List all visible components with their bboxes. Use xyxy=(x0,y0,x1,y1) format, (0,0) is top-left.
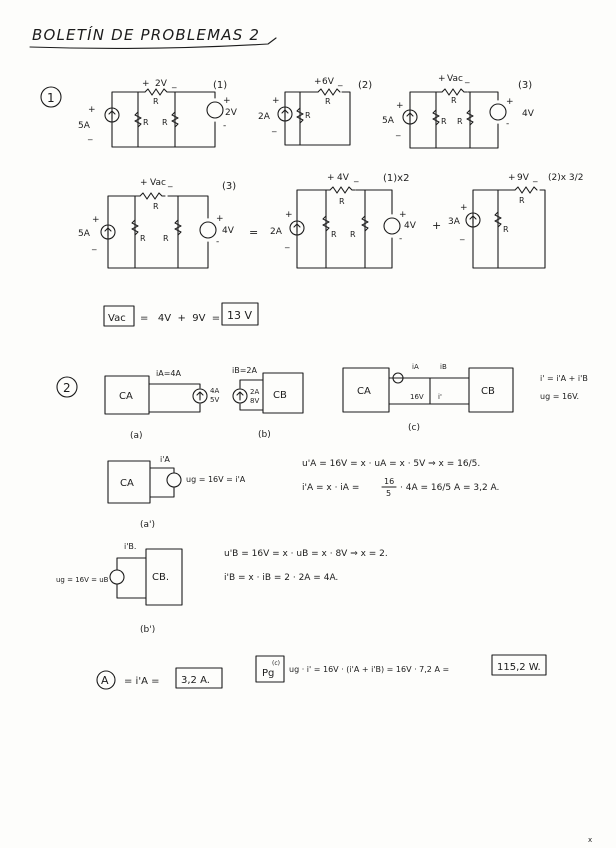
resistor-label: R xyxy=(153,202,159,211)
svg-text:+: + xyxy=(314,77,322,87)
ib-label: iB xyxy=(440,363,447,371)
answer-letter: A xyxy=(101,674,109,687)
diagram-label: (a) xyxy=(130,431,143,441)
resistor-label: R xyxy=(451,96,457,105)
svg-text:+: + xyxy=(460,203,468,213)
current-label: i'B. xyxy=(124,542,137,551)
voltage-source-label: 4V xyxy=(522,109,534,119)
diagram-a xyxy=(105,369,219,441)
source-voltage: 16V xyxy=(410,393,424,401)
vac-label: Vac xyxy=(108,313,126,324)
current-prime: i' xyxy=(438,393,442,401)
circuit-label: (3) xyxy=(222,181,237,192)
diagram-b xyxy=(232,366,303,440)
voltage-source-label: 4V xyxy=(404,221,416,231)
box-label: CA xyxy=(120,478,134,489)
svg-text:+: + xyxy=(88,105,96,115)
problem-1-result xyxy=(104,303,258,326)
svg-text:-: - xyxy=(216,237,220,247)
current-source-label: 5A xyxy=(78,121,90,131)
problem-2 xyxy=(56,363,588,689)
answer-value: 3,2 A. xyxy=(181,675,210,686)
resistor-label: R xyxy=(441,117,447,126)
svg-text:+: + xyxy=(506,97,514,107)
svg-text:+: + xyxy=(399,210,407,220)
equation-a-prime-2: i'A = x · iA = xyxy=(302,483,360,493)
svg-text:_: _ xyxy=(168,178,173,188)
current-label: iB=2A xyxy=(232,366,257,375)
series-resistor xyxy=(140,193,165,199)
series-voltage-label: 4V xyxy=(337,173,349,183)
svg-text:+: + xyxy=(216,214,224,224)
svg-text:_: _ xyxy=(272,123,277,133)
power-equation: ug · i' = 16V · (i'A + i'B) = 16V · 7,2 A = xyxy=(289,665,450,674)
box-label: CB. xyxy=(152,572,170,583)
voltage-source-icon xyxy=(490,104,506,120)
voltage-note: ug = 16V. xyxy=(540,392,580,401)
svg-text:+: + xyxy=(327,173,335,183)
equation-a-prime-1: u'A = 16V = x · uA = x · 5V ⇒ x = 16/5. xyxy=(302,459,481,469)
svg-text:-: - xyxy=(506,119,510,129)
series-resistor xyxy=(145,89,170,95)
equation-b-prime-1: u'B = 16V = x · uB = x · 8V ⇒ x = 2. xyxy=(224,549,388,559)
circuit-label: (1)x2 xyxy=(383,173,410,184)
voltage-source-icon xyxy=(167,473,181,487)
source-current: 2A xyxy=(250,388,260,396)
source-label: ug = 16V = uB xyxy=(56,576,109,584)
series-voltage-label: 6V xyxy=(322,77,334,87)
svg-text:_: _ xyxy=(338,77,343,87)
svg-text:_: _ xyxy=(465,74,470,84)
diagram-b-prime xyxy=(56,542,388,635)
svg-text:+: + xyxy=(142,79,150,89)
source-voltage: 8V xyxy=(250,397,260,405)
problem-1 xyxy=(41,74,583,326)
svg-text:+: + xyxy=(438,74,446,84)
resistor-label: R xyxy=(325,97,331,106)
resistor-label: R xyxy=(331,230,337,239)
voltage-source-icon xyxy=(200,222,216,238)
resistor-label: R xyxy=(503,225,509,234)
series-voltage-label: 2V xyxy=(155,79,167,89)
voltage-source-icon xyxy=(110,570,124,584)
voltage-source-label: 2V xyxy=(225,108,237,118)
series-voltage-label: 9V xyxy=(517,173,529,183)
result-equation: = 4V + 9V = xyxy=(140,313,221,324)
svg-text:+: + xyxy=(396,101,404,111)
fraction-numerator: 16 xyxy=(384,477,395,486)
svg-text:+: + xyxy=(223,96,231,106)
problem-2-answers xyxy=(97,655,546,689)
svg-text:_: _ xyxy=(396,127,401,137)
svg-text:+: + xyxy=(272,96,280,106)
voltage-source-icon xyxy=(384,218,400,234)
diagram-label: (c) xyxy=(408,423,420,433)
voltage-source-label: 4V xyxy=(222,226,234,236)
resistor-label: R xyxy=(339,197,345,206)
svg-text:_: _ xyxy=(172,79,177,89)
resistor-label: R xyxy=(162,118,168,127)
svg-text:_: _ xyxy=(460,231,465,241)
svg-text:+: + xyxy=(508,173,516,183)
superposition-row xyxy=(78,173,583,268)
circuit-label: (3) xyxy=(518,80,533,91)
svg-text:+: + xyxy=(140,178,148,188)
result-answer: 13 V xyxy=(227,309,253,322)
fraction-denominator: 5 xyxy=(386,489,392,498)
svg-text:_: _ xyxy=(533,173,538,183)
resistor-label: R xyxy=(143,118,149,127)
power-lhs: Pg xyxy=(262,668,275,679)
current-label: i'A xyxy=(160,455,170,464)
source-voltage: 5V xyxy=(210,396,220,404)
page-title: BOLETÍN DE PROBLEMAS 2 xyxy=(32,26,261,44)
current-sum-note: i' = i'A + i'B xyxy=(540,374,588,383)
circuit-label: (1) xyxy=(213,80,228,91)
source-current: 4A xyxy=(210,387,220,395)
svg-text:_: _ xyxy=(92,241,97,251)
svg-text:-: - xyxy=(223,121,227,131)
diagram-label: (b') xyxy=(140,625,156,635)
svg-text:_: _ xyxy=(88,131,93,141)
circuit-label: (2)x 3/2 xyxy=(548,173,584,183)
resistor-label: R xyxy=(519,196,525,205)
series-voltage-label: Vac xyxy=(447,74,463,84)
power-answer: 115,2 W. xyxy=(497,662,541,673)
series-resistor xyxy=(515,187,537,193)
plus-sign: + xyxy=(432,219,442,232)
source-label: ug = 16V = i'A xyxy=(186,475,246,484)
ia-label: iA xyxy=(412,363,419,371)
resistor-label: R xyxy=(457,117,463,126)
page-corner-mark: x xyxy=(588,836,593,844)
voltage-source-icon xyxy=(207,102,223,118)
series-resistor xyxy=(330,187,355,193)
current-label: iA=4A xyxy=(156,369,181,378)
svg-text:+: + xyxy=(92,215,100,225)
box-label: CA xyxy=(357,386,371,397)
resistor-label: R xyxy=(163,234,169,243)
resistor-label: R xyxy=(305,111,311,120)
problem-2-number: 2 xyxy=(63,381,71,395)
answer-equation: = i'A = xyxy=(124,676,160,687)
svg-text:_: _ xyxy=(285,239,290,249)
svg-text:-: - xyxy=(399,234,403,244)
problem-1-number: 1 xyxy=(47,91,55,105)
power-superscript: (c) xyxy=(272,660,280,667)
series-resistor xyxy=(318,89,340,95)
box-label: CB xyxy=(273,390,287,401)
resistor-label: R xyxy=(350,230,356,239)
circuit-2 xyxy=(258,77,372,145)
series-voltage-label: Vac xyxy=(150,178,166,188)
resistor-label: R xyxy=(153,97,159,106)
current-source-label: 5A xyxy=(78,229,90,239)
equation-a-prime-2b: · 4A = 16/5 A = 3,2 A. xyxy=(400,483,500,493)
resistor-label: R xyxy=(140,234,146,243)
circuit-label: (2) xyxy=(358,80,373,91)
diagram-a-prime xyxy=(108,455,499,530)
current-source-label: 2A xyxy=(258,112,270,122)
series-resistor xyxy=(442,89,467,95)
diagram-c xyxy=(343,363,588,433)
svg-text:_: _ xyxy=(354,173,359,183)
current-source-label: 2A xyxy=(270,227,282,237)
diagram-label: (a') xyxy=(140,520,156,530)
svg-text:+: + xyxy=(285,210,293,220)
circuit-1 xyxy=(78,79,238,147)
current-source-label: 5A xyxy=(382,116,394,126)
equation-b-prime-2: i'B = x · iB = 2 · 2A = 4A. xyxy=(224,573,339,583)
box-label: CA xyxy=(119,391,133,402)
equals-sign: = xyxy=(249,226,259,239)
box-label: CB xyxy=(481,386,495,397)
diagram-label: (b) xyxy=(258,430,271,440)
circuit-3 xyxy=(382,74,535,148)
current-source-label: 3A xyxy=(448,217,460,227)
